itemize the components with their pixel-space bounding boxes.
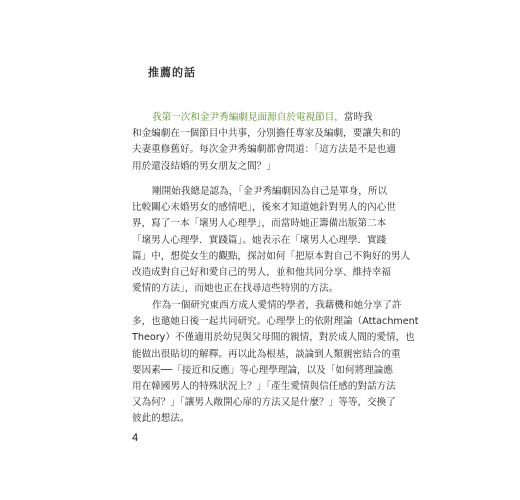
paragraph-line: 「壞男人心理學．實踐篇」。她表示在「壞男人心理學．實踐	[132, 234, 387, 246]
paragraph-3	[132, 298, 419, 428]
line-text: 作為一個研究東西方成人愛情的學者，我藉機和她分享了許	[152, 300, 402, 311]
paragraph-line: 改造成對自己好和愛自己的男人，並和他共同分享、維持幸福	[132, 267, 392, 279]
paragraph-line: 多，也邀她日後一起共同研究。心理學上的依附理論（Attachment	[132, 316, 419, 328]
paragraph-1	[132, 110, 401, 175]
paragraph-line: 能做出很貼切的解釋。再以此為根基，談論到人類親密結合的重	[132, 348, 401, 360]
paragraph-line: 要因素──「接近和反應」等心理學理論，以及「如何將理論應	[132, 364, 393, 376]
paragraph-line: 篇」中，想從女生的觀點，探討如何「把原本對自己不夠好的男人	[132, 250, 411, 262]
paragraph-2	[132, 184, 411, 297]
section-title: 推薦的話	[148, 66, 196, 79]
page-number: 4	[132, 432, 139, 444]
paragraph-line	[132, 184, 387, 200]
paragraph-line: 愛情的方法」，而她也正在找尋這些特別的方法。	[132, 283, 339, 295]
paragraph-line	[132, 110, 387, 126]
paragraph-line: 又為何？」「讓男人敞開心扉的方法又是什麼？」等等，交換了	[132, 397, 396, 409]
paragraph-line: 和金編劇在一個節目中共事，分別擔任專家及編劇，要讓失和的	[132, 128, 401, 140]
paragraph-line: 用於還沒結婚的男女朋友之間？」	[132, 160, 276, 172]
paragraph-line: 界，寫了一本「壞男人心理學」，而當時她正籌備出版第二本	[132, 218, 387, 230]
paragraph-line: 比較關心未婚男女的感情吧」，後來才知道她針對男人的內心世	[132, 202, 396, 214]
line-text: 當時我	[343, 112, 373, 123]
line-text: 剛開始我總是認為，「金尹秀編劇因為自己是單身，所以	[152, 186, 388, 197]
paragraph-line: Theory）不僅適用於幼兒與父母間的親情，對於成人間的愛情，也	[132, 332, 415, 344]
paragraph-line	[132, 298, 402, 314]
highlighted-text: 我第一次和金尹秀編劇見面源自於電視節目，	[152, 112, 344, 123]
paragraph-line: 夫妻重修舊好。每次金尹秀編劇都會問道：「這方法是不是也適	[132, 144, 396, 156]
paragraph-line: 彼此的想法。	[132, 413, 190, 425]
paragraph-line: 用在韓國男人的特殊狀況上？」「產生愛情與信任感的對話方法	[132, 381, 396, 393]
